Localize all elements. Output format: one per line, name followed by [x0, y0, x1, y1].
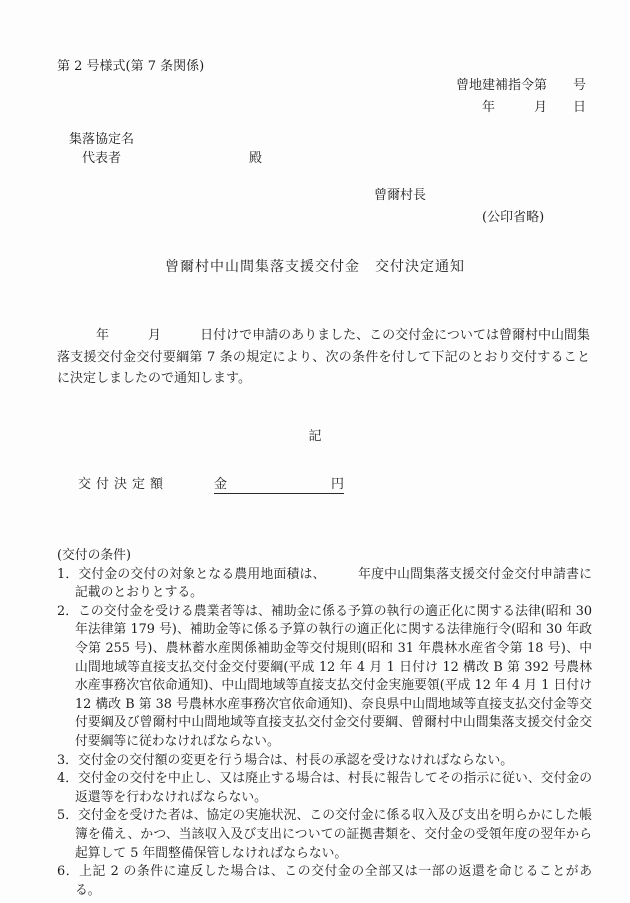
- condition-text: 上記 2 の条件に違反した場合は、この交付金の全部又は一部の返還を命じることがある。: [75, 864, 592, 898]
- condition-number: 4．: [57, 771, 79, 787]
- amount-label: 交付決定額: [78, 477, 169, 492]
- condition-item-4: [57, 770, 592, 807]
- condition-number: 1．: [57, 566, 79, 582]
- condition-number: 2．: [57, 603, 79, 619]
- condition-text: 交付金の交付を中止し、又は廃止する場合は、村長に報告してその指示に従い、交付金の返還等を行わなければならない。: [75, 771, 592, 805]
- reference-block: [456, 75, 586, 119]
- record-marker: 記: [308, 429, 322, 444]
- seal-omitted-note: (公印省略): [482, 210, 545, 225]
- condition-item-3: [57, 752, 592, 771]
- condition-item-5: [57, 807, 592, 863]
- document-title: 曾爾村中山間集落支援交付金 交付決定通知: [165, 259, 465, 275]
- agreement-name-label: 集落協定名: [69, 132, 135, 147]
- date-line: 年 月 日: [481, 100, 586, 115]
- representative-line: [82, 147, 262, 166]
- condition-number: 5．: [57, 808, 79, 824]
- condition-text: 交付金の交付額の変更を行う場合は、村長の承認を受けなければならない。: [77, 752, 514, 768]
- amount-suffix: 円: [331, 477, 345, 492]
- honorific-dono: 殿: [249, 151, 263, 166]
- condition-item-6: [57, 863, 592, 900]
- condition-text: 交付金を受けた者は、協定の実施状況、この交付金に係る収入及び支出を明らかにした帳簿を備え、かつ、当該収入及び支出についての証拠書類を、交付金の受領年度の翌年から起算して 5 年間整備保管しなければならない。: [75, 808, 592, 861]
- representative-label: 代表者: [82, 151, 122, 166]
- condition-number: 6．: [57, 864, 80, 880]
- condition-number: 3．: [57, 752, 78, 768]
- body-paragraph: 年 月 日付けで申請のありました、この交付金については曾爾村中山間集落支援交付金交付要綱第 7 条の規定により、次の条件を付して下記のとおり交付することに決定しましたので通知します。: [57, 328, 590, 386]
- sender-name: 曾爾村長: [374, 188, 427, 203]
- condition-item-1: [57, 566, 592, 603]
- conditions-heading: (交付の条件): [57, 548, 131, 563]
- amount-prefix: 金: [214, 477, 228, 492]
- conditions-section: [57, 547, 592, 900]
- condition-text: 交付金の交付の対象となる農用地面積は、 年度中山間集落支援交付金交付申請書に記載のとおりとする。: [75, 566, 592, 601]
- form-number: 第 2 号様式(第 7 条関係): [57, 59, 205, 74]
- amount-blank-field: [214, 473, 344, 494]
- directive-number-line: 曾地建補指令第 号: [455, 78, 586, 93]
- amount-line: [78, 473, 344, 494]
- condition-item-2: [57, 603, 592, 752]
- condition-text: この交付金を受ける農業者等は、補助金に係る予算の執行の適正化に関する法律(昭和 30 年法律第 179 号)、補助金等に係る予算の執行の適正化に関する法律施行令(昭和 30 年政令第 255 号)、農林蓄水産関係補助金等交付規則(昭和 31 年農林水産省令第 18 号)、中山間地域等直接支払交付金交付要綱(平成 12 年 4 月 1 日付け 12 構改 B 第 392 号農林水産事務次官依命通知)、中山間地域等直接支払交付金実施要領(平成 12 年 4 月 1 日付け 12 構改 B 第 38 号農林水産事務次官依命通知)、奈良県中山間地域等直接支払交付金等交付要綱及び曾爾村中山間地域等直接支払交付金交付要綱、曾爾村中山間集落支援交付金交付要綱等に従わなければならない。: [75, 603, 592, 749]
